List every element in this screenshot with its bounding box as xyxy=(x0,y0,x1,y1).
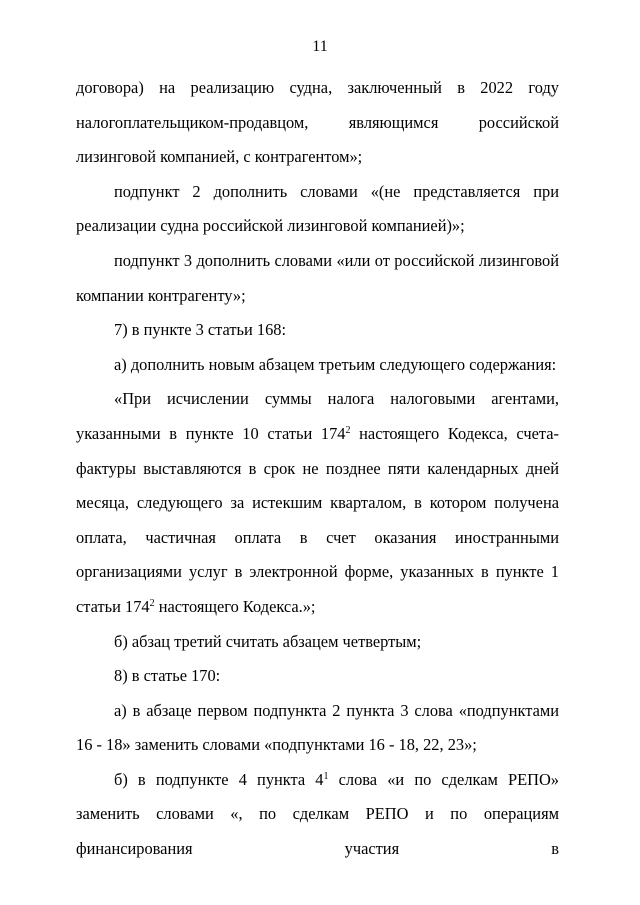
paragraph-text: «При исчислении суммы налога налоговыми агентами, указанными в пункте 10 статьи 174 xyxy=(76,389,559,443)
paragraph: 7) в пункте 3 статьи 168: xyxy=(114,320,287,340)
paragraph-text: б) в подпункте 4 пункта 4 xyxy=(114,769,324,789)
paragraph: подпункт 2 дополнить словами «(не представляется при реализации судна российской лизинговой компанией)»; xyxy=(76,181,559,236)
paragraph-text: настоящего Кодекса, счета-фактуры выставляются в срок не позднее пяти календарных дней месяца, следующего за истекшим кварталом, в котором получена оплата, частичная оплата в счет оказания иностранными организациями услуг в электронной форме, указанных в пункте 1 статьи 174 xyxy=(76,423,559,616)
superscript: 2 xyxy=(345,424,351,436)
paragraph: договора) на реализацию судна, заключенный в 2022 году налогоплательщиком-продавцом, являющимся российской лизинговой компанией, с контрагентом»; xyxy=(76,78,559,167)
paragraph: б) абзац третий считать абзацем четвертым; xyxy=(114,631,422,651)
paragraph xyxy=(76,763,559,867)
paragraph xyxy=(76,382,559,624)
paragraph: подпункт 3 дополнить словами «или от российской лизинговой компании контрагенту»; xyxy=(76,250,559,305)
paragraph: а) в абзаце первом подпункта 2 пункта 3 слова «подпунктами 16 - 18» заменить словами «подпунктами 16 - 18, 22, 23»; xyxy=(76,700,559,755)
paragraph: а) дополнить новым абзацем третьим следующего содержания: xyxy=(114,354,557,374)
paragraph-text: слова «и по сделкам РЕПО» заменить словами «, по сделкам РЕПО и по операциям финансирования участия в xyxy=(76,769,559,859)
superscript: 1 xyxy=(323,770,329,782)
superscript: 2 xyxy=(149,597,155,609)
document-body xyxy=(76,71,559,867)
page-number: 11 xyxy=(312,38,328,55)
paragraph: 8) в статье 170: xyxy=(114,666,221,686)
paragraph-text: настоящего Кодекса.»; xyxy=(154,596,316,616)
